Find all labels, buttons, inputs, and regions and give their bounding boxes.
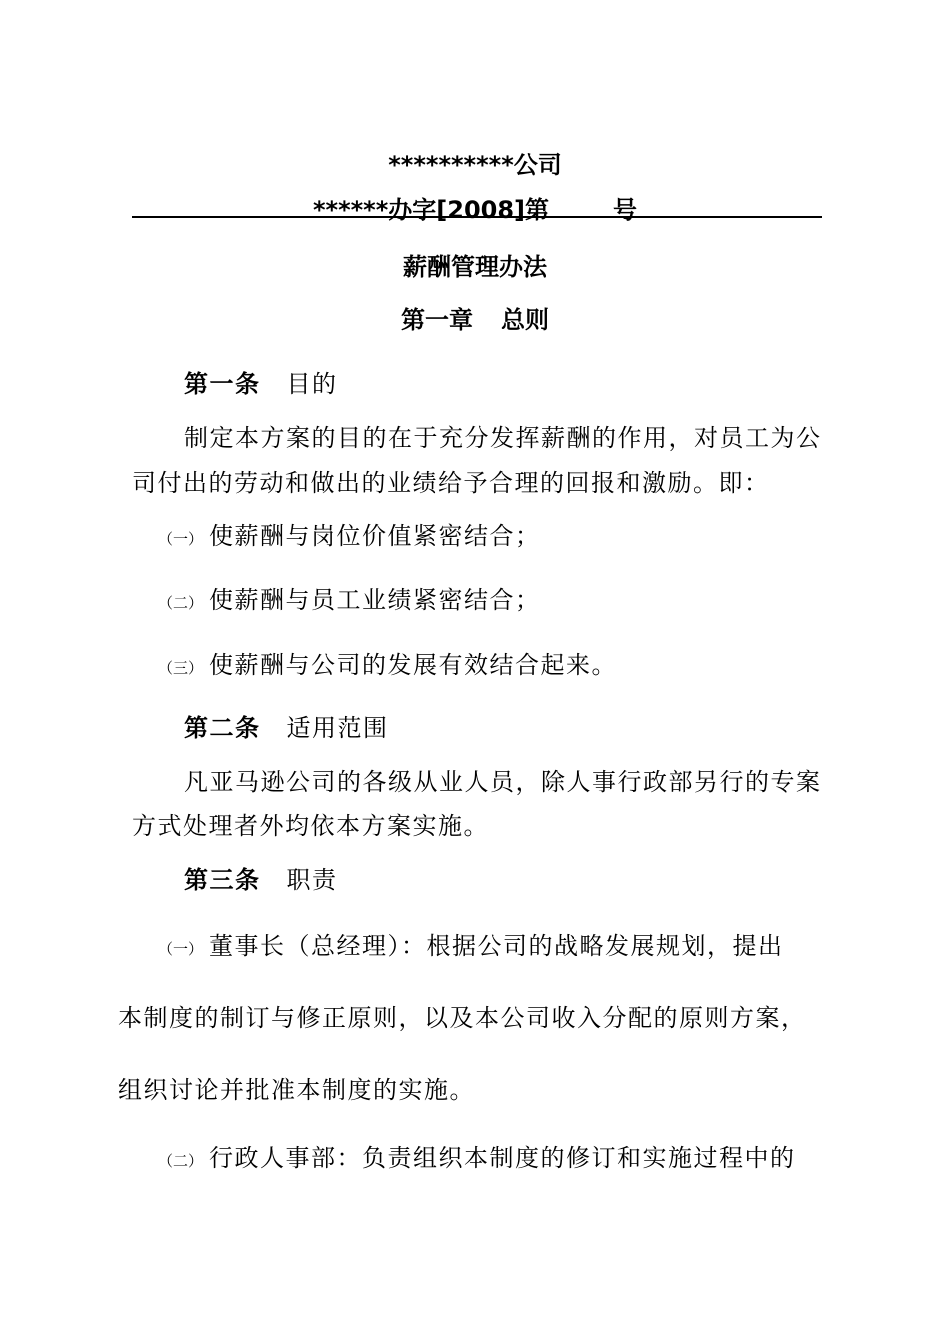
list-item-text: 使薪酬与岗位价值紧密结合； <box>209 522 541 550</box>
article-3-item-1-line1 <box>158 926 784 961</box>
article-1-paragraph-line1: 制定本方案的目的在于充分发挥薪酬的作用，对员工为公 <box>184 424 822 452</box>
article-1-heading <box>184 364 338 399</box>
document-title: 薪酬管理办法 <box>403 253 547 281</box>
list-item-text: 行政人事部：负责组织本制度的修订和实施过程中的 <box>209 1144 796 1172</box>
article-1-item-1 <box>158 516 541 551</box>
list-marker: （三） <box>158 659 204 677</box>
article-1-label: 第一条 <box>184 370 261 398</box>
article-1-name: 目的 <box>286 370 338 398</box>
document-number <box>0 190 950 225</box>
list-marker: （二） <box>158 1152 204 1170</box>
article-1-item-3 <box>158 645 617 680</box>
list-item-text: 使薪酬与员工业绩紧密结合； <box>209 586 541 614</box>
list-item-text: 使薪酬与公司的发展有效结合起来。 <box>209 651 618 679</box>
article-2-paragraph-line1: 凡亚马逊公司的各级从业人员，除人事行政部另行的专案 <box>184 768 822 796</box>
header-rule <box>132 216 822 218</box>
document-number-suffix: 号 <box>613 196 638 224</box>
article-2-paragraph-line2: 方式处理者外均依本方案实施。 <box>132 812 489 840</box>
article-3-item-1-line3: 组织讨论并批准本制度的实施。 <box>118 1076 475 1104</box>
article-1-item-2 <box>158 580 541 615</box>
company-name: **********公司 <box>388 151 562 179</box>
list-item-text: 董事长（总经理）：根据公司的战略发展规划，提出 <box>209 932 784 960</box>
article-3-heading <box>184 860 338 895</box>
chapter-label: 第一章 <box>401 306 473 334</box>
list-marker: （一） <box>158 530 204 548</box>
chapter-heading <box>0 300 950 335</box>
article-1-paragraph-line2: 司付出的劳动和做出的业绩给予合理的回报和激励。即： <box>132 469 770 497</box>
article-3-label: 第三条 <box>184 866 261 894</box>
list-marker: （二） <box>158 594 204 612</box>
article-3-item-2-line1 <box>158 1138 796 1173</box>
document-number-prefix: ******办字[2008]第 <box>312 196 550 224</box>
list-marker: （一） <box>158 940 204 958</box>
article-2-heading <box>184 708 389 743</box>
article-3-item-1-line2: 本制度的制订与修正原则，以及本公司收入分配的原则方案， <box>118 1004 807 1032</box>
article-2-name: 适用范围 <box>286 714 389 742</box>
article-3-name: 职责 <box>286 866 338 894</box>
chapter-name: 总则 <box>501 306 549 334</box>
article-2-label: 第二条 <box>184 714 261 742</box>
